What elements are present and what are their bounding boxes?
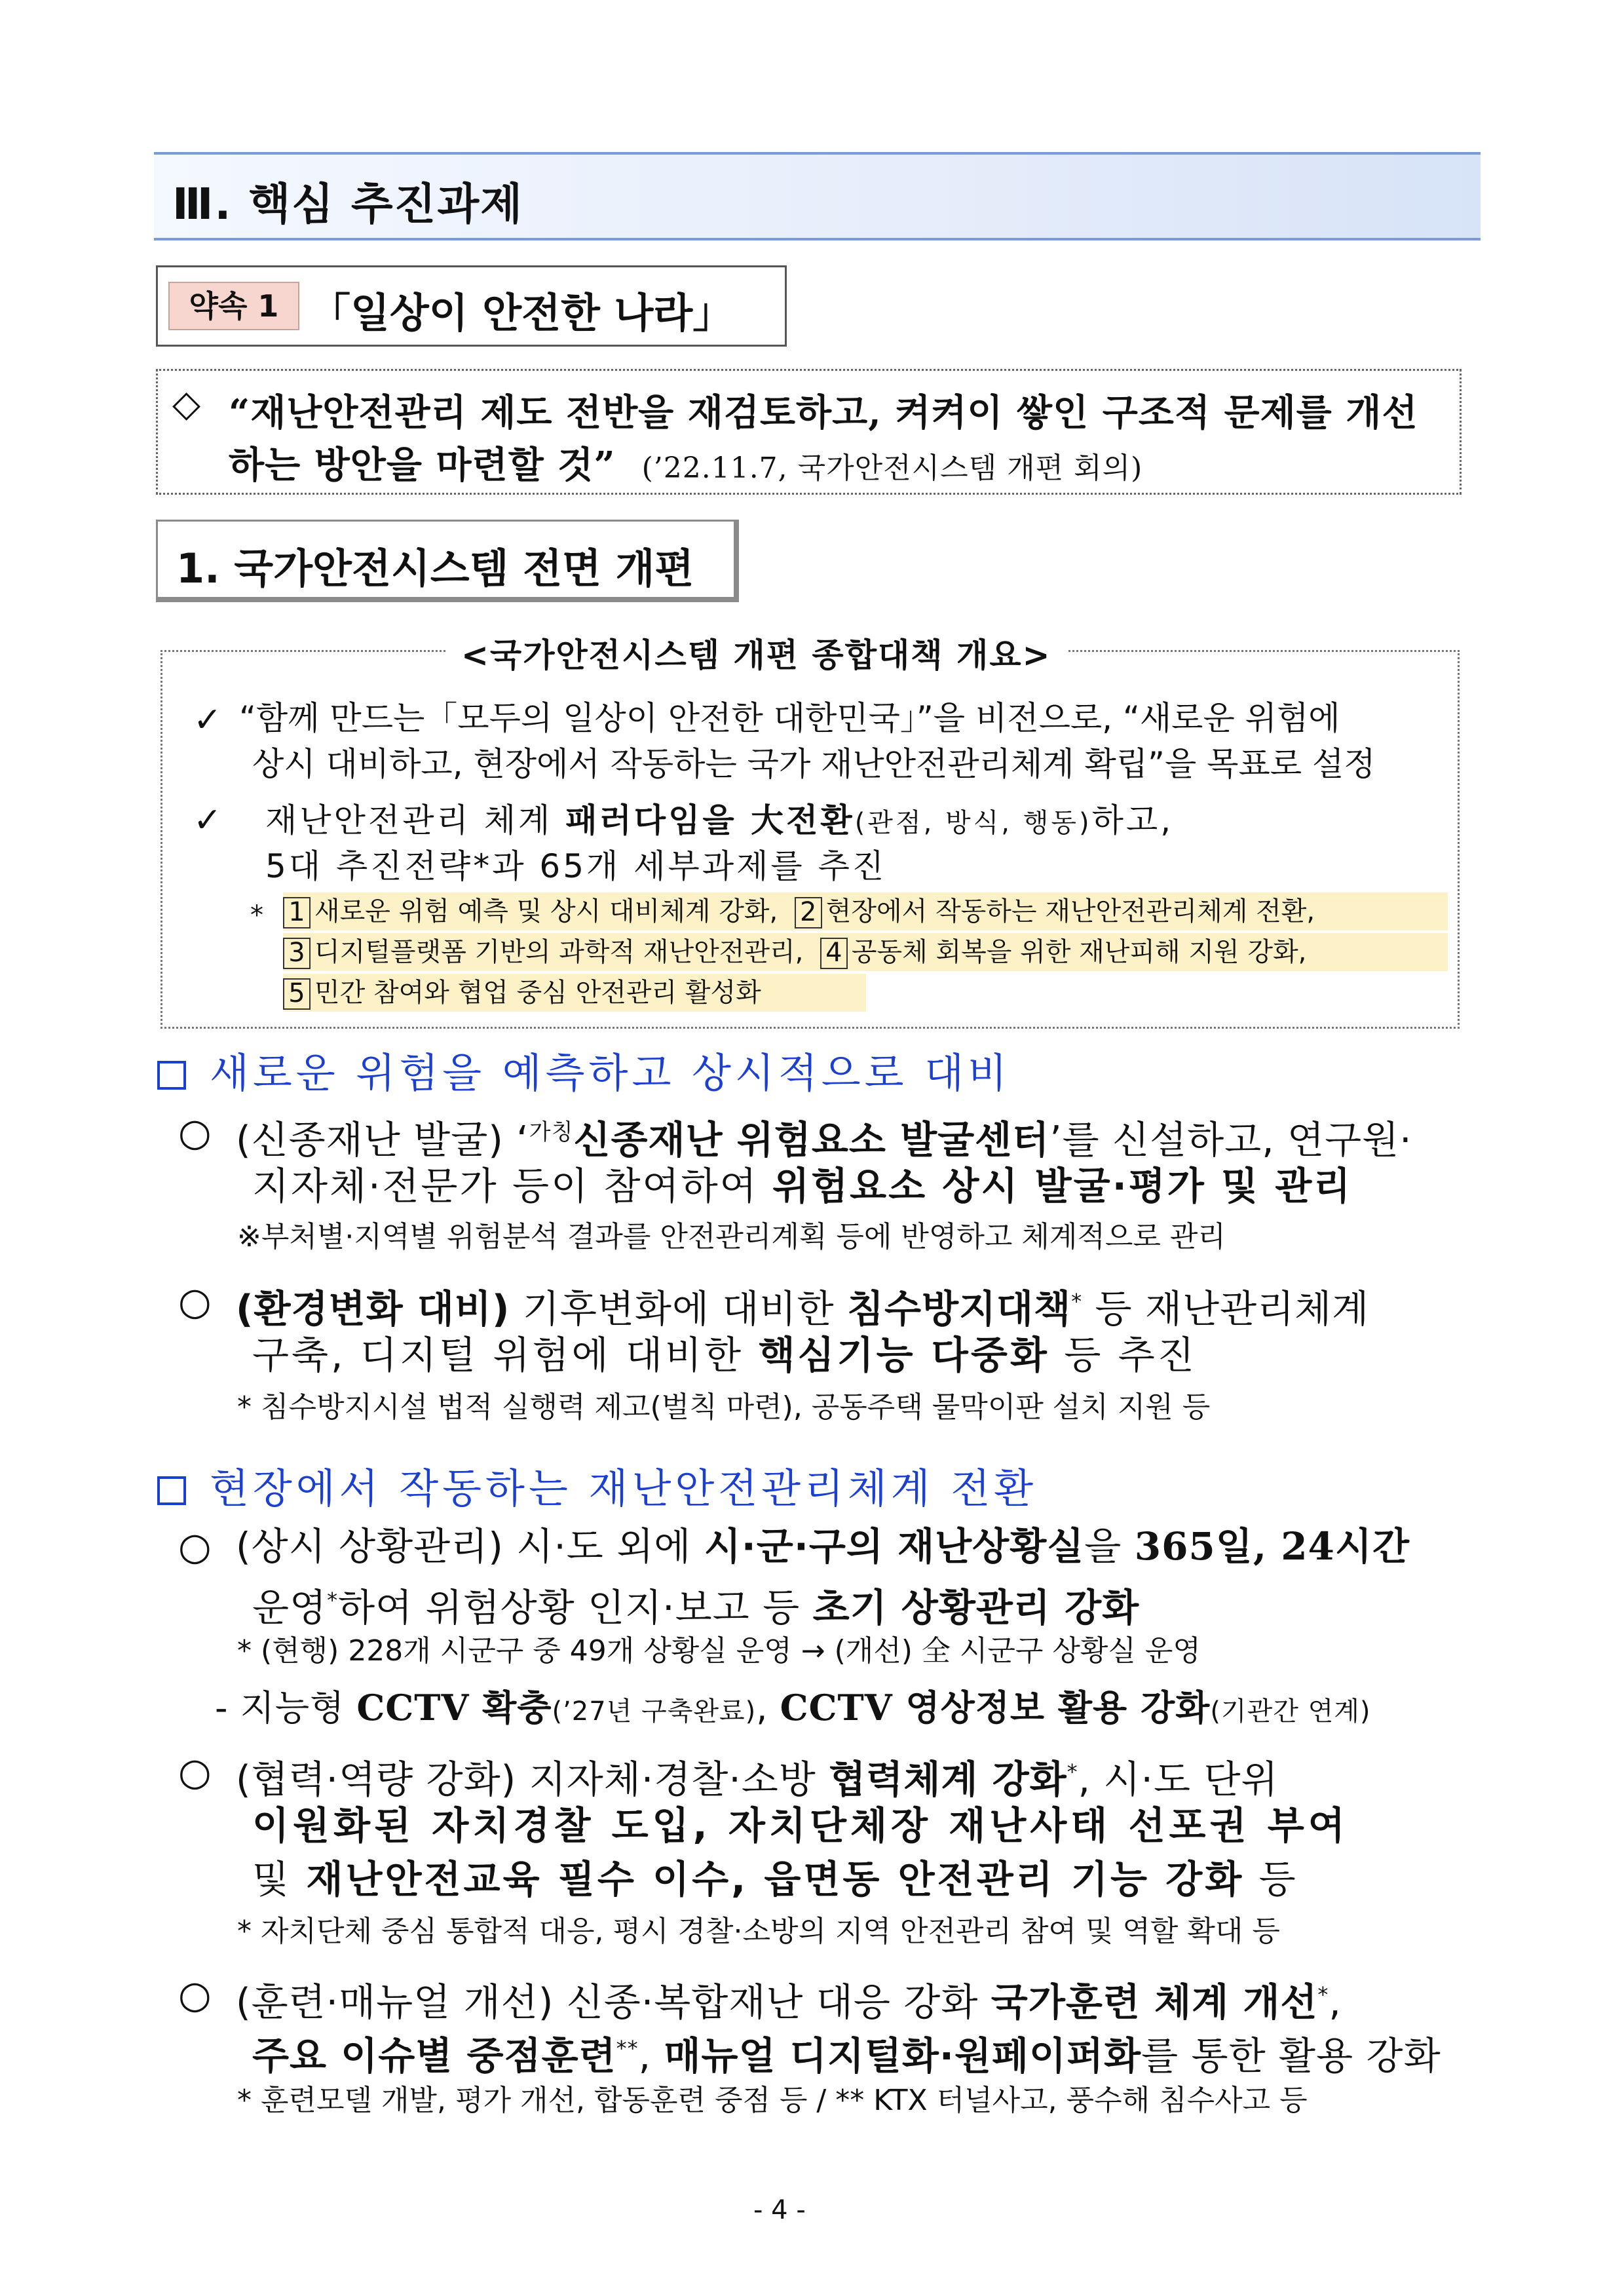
strategy-num: 4 xyxy=(820,938,848,969)
section-header-title: Ⅲ. 핵심 추진과제 xyxy=(172,179,523,229)
circle-bullet: ○ xyxy=(178,1750,212,1794)
circle-bullet: ○ xyxy=(178,1524,212,1569)
blue-heading-1: 새로운 위험을 예측하고 상시적으로 대비 xyxy=(157,1041,1011,1099)
strategy-line-1 xyxy=(283,892,1448,930)
quote-line-1: “재난안전관리 제도 전반을 재검토하고, 켜켜이 쌓인 구조적 문제를 개선 xyxy=(229,391,1418,434)
overview-p1-line2: 상시 대비하고, 현장에서 작동하는 국가 재난안전관리체계 확립”을 목표로 설정 xyxy=(252,745,1376,783)
quote-source: (’22.11.7, 국가안전시스템 개편 회의) xyxy=(641,451,1143,485)
quote-line-2 xyxy=(229,436,1142,489)
quote-box xyxy=(156,369,1462,495)
overview-p2-line2: 5대 추진전략*과 65개 세부과제를 추진 xyxy=(265,847,887,885)
item-training-line2: 주요 이슈별 중점훈련**, 매뉴얼 디지털화·원페이퍼화를 통한 활용 강화 xyxy=(252,2033,1441,2078)
subsection-title: 1. 국가안전시스템 전면 개편 xyxy=(176,545,694,592)
quote-line-2-text: 하는 방안을 마련할 것” xyxy=(229,444,616,487)
item-env-note: * 침수방지시설 법적 실행력 제고(벌칙 마련), 공동주택 물막이판 설치 지원 등 xyxy=(237,1390,1211,1424)
page-number: - 4 - xyxy=(753,2195,806,2225)
overview-title: <국가안전시스템 개편 종합대책 개요> xyxy=(445,629,1067,676)
subsection-heading xyxy=(156,520,739,602)
check-icon: ✓ xyxy=(193,700,222,740)
item-situation-dash: - 지능형 CCTV 확충(’27년 구축완료), CCTV 영상정보 활용 강화(기관간 연계) xyxy=(215,1687,1371,1729)
overview-p1-line1: “함께 만드는「모두의 일상이 안전한 대한민국」”을 비전으로, “새로운 위험에 xyxy=(239,699,1340,737)
item-coop-line3: 및 재난안전교육 필수 이수, 읍면동 안전관리 기능 강화 등 xyxy=(252,1857,1298,1902)
strategy-num: 1 xyxy=(283,897,311,928)
strategy-text: 새로운 위험 예측 및 상시 대비체계 강화, xyxy=(314,896,778,927)
footnote-star: * xyxy=(250,900,263,930)
strategy-text: 공동체 회복을 위한 재난피해 지원 강화, xyxy=(851,937,1307,967)
promise-box xyxy=(156,265,787,347)
circle-bullet: ○ xyxy=(178,1110,212,1155)
item-coop-note: * 자치단체 중심 통합적 대응, 평시 경찰·소방의 지역 안전관리 참여 및 역할 확대 등 xyxy=(237,1915,1280,1948)
strategy-num: 2 xyxy=(795,897,822,928)
overview-p2-line1: 재난안전관리 체계 패러다임을 大전환(관점, 방식, 행동)하고, xyxy=(265,801,1174,839)
item-new-disaster-note: ※부처별·지역별 위험분석 결과를 안전관리계획 등에 반영하고 체계적으로 관리 xyxy=(237,1220,1226,1253)
item-situation-line2: 운영*하여 위험상황 인지·보고 등 초기 상황관리 강화 xyxy=(252,1585,1140,1630)
item-training-note: * 훈련모델 개발, 평가 개선, 합동훈련 중점 등 / ** KTX 터널사고, 풍수해 침수사고 등 xyxy=(237,2084,1308,2117)
item-env-line1: (환경변화 대비) 기후변화에 대비한 침수방지대책* 등 재난관리체계 xyxy=(236,1286,1370,1331)
item-situation-note: * (현행) 228개 시군구 중 49개 상황실 운영 → (개선) 全 시군구 상황실 운영 xyxy=(237,1634,1201,1668)
strategy-text: 현장에서 작동하는 재난안전관리체계 전환, xyxy=(825,896,1315,927)
item-new-disaster-line1: (신종재난 발굴) ‘$^{가칭}$신종재난 위험요소 발굴센터’를 신설하고, 연구원· xyxy=(236,1117,1412,1162)
square-icon xyxy=(157,1476,186,1505)
item-env-line2: 구축, 디지털 위험에 대비한 핵심기능 다중화 등 추진 xyxy=(252,1333,1197,1377)
strategy-text: 디지털플랫폼 기반의 과학적 재난안전관리, xyxy=(314,937,804,967)
item-training-line1: (훈련·매뉴얼 개선) 신종·복합재난 대응 강화 국가훈련 체계 개선*, xyxy=(236,1980,1342,2025)
strategy-num: 3 xyxy=(283,938,311,969)
promise-tag: 약속 1 xyxy=(168,282,299,330)
section-header xyxy=(154,152,1481,240)
item-coop-line2: 이원화된 자치경찰 도입, 자치단체장 재난사태 선포권 부여 xyxy=(252,1803,1349,1848)
strategy-line-3 xyxy=(283,974,866,1012)
square-icon xyxy=(157,1061,186,1090)
item-situation-line1: (상시 상황관리) 시·도 외에 시·군·구의 재난상황실을 365일, 24시간 xyxy=(236,1524,1410,1569)
circle-bullet: ○ xyxy=(178,1279,212,1324)
item-coop-line1: (협력·역량 강화) 지자체·경찰·소방 협력체계 강화*, 시·도 단위 xyxy=(236,1757,1279,1802)
strategy-text: 민간 참여와 협업 중심 안전관리 활성화 xyxy=(314,978,761,1008)
diamond-icon: ◇ xyxy=(172,383,201,425)
promise-title: 「일상이 안전한 나라」 xyxy=(310,289,734,337)
item-new-disaster-line2: 지자체·전문가 등이 참여하여 위험요소 상시 발굴·평가 및 관리 xyxy=(252,1164,1353,1208)
check-icon-2: ✓ xyxy=(193,801,222,840)
circle-bullet: ○ xyxy=(178,1972,212,2017)
strategy-line-2 xyxy=(283,933,1448,971)
blue-heading-2: 현장에서 작동하는 재난안전관리체계 전환 xyxy=(157,1456,1037,1514)
strategy-num: 5 xyxy=(283,978,311,1010)
